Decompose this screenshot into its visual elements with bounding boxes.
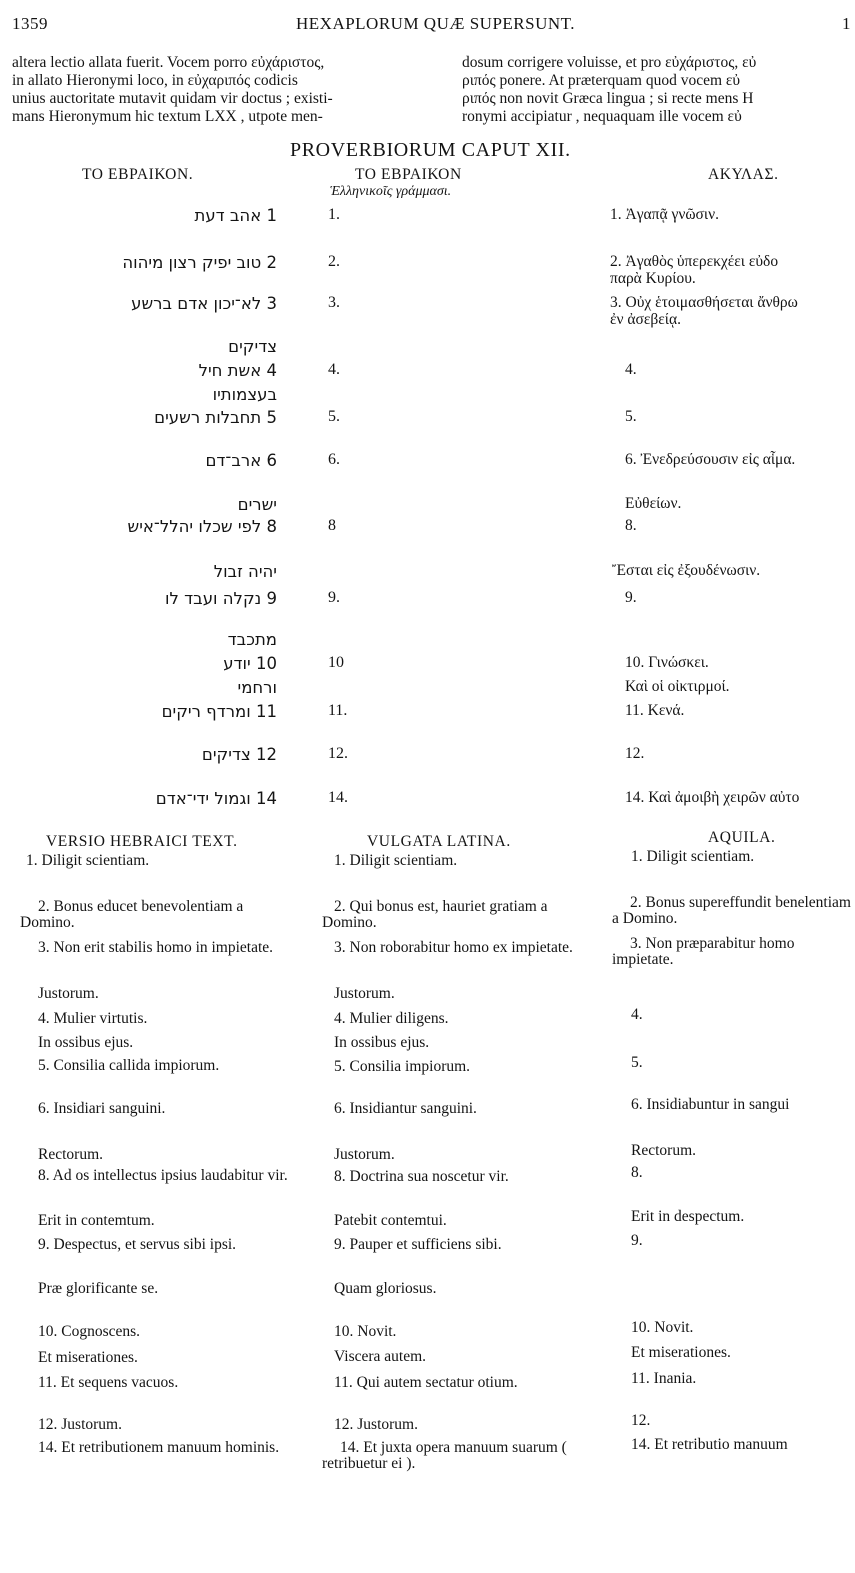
- intro-line: dosum corrigere voluisse, et pro εὐχάριστος, εὐ: [462, 54, 757, 71]
- versio-text: 4. Mulier virtutis.: [38, 1010, 148, 1027]
- aquila-latin-text: Rectorum.: [631, 1142, 696, 1159]
- greek-text: Ἔσται εἰς ἐξουδένωσιν.: [612, 562, 761, 579]
- verse-number: 1.: [328, 206, 340, 223]
- aquila-latin-text: 10. Novit.: [631, 1319, 694, 1336]
- versio-text: 3. Non erit stabilis homo in impietate.: [38, 939, 274, 956]
- vulgata-text: In ossibus ejus.: [334, 1034, 430, 1051]
- greek-text: 2. Ἀγαθὸς ὑπερεκχέει εὐδο: [610, 253, 779, 270]
- versio-text: 2. Bonus educet benevolentiam a Domino.: [20, 898, 244, 931]
- verse-number: 4.: [328, 361, 340, 378]
- intro-line: ronymi accipiatur , nequaquam ille vocem εὐ: [462, 108, 742, 125]
- greek-text-continued: ἐν ἀσεβείᾳ.: [610, 311, 681, 328]
- column-head-transliteration-sub: Ἑλληνικοῖς γράμμασι.: [330, 184, 452, 199]
- hebrew-marginal-word: צדיקים: [228, 337, 277, 356]
- column-head-transliteration: ΤΟ ΕΒΡΑΙΚΟΝ: [355, 166, 462, 183]
- verse-number: 6.: [328, 451, 340, 468]
- versio-text: 5. Consilia callida impiorum.: [38, 1057, 220, 1074]
- aquila-latin-text: 12.: [631, 1412, 651, 1429]
- versio-text: 10. Cognoscens.: [38, 1323, 141, 1340]
- hebrew-text: ורחמי: [237, 678, 277, 697]
- vulgata-text: 11. Qui autem sectatur otium.: [334, 1374, 518, 1391]
- vulgata-text: Justorum.: [334, 985, 395, 1002]
- column-head-versio: VERSIO HEBRAICI TEXT.: [46, 833, 238, 850]
- aquila-latin-text: 1. Diligit scientiam.: [631, 848, 755, 865]
- chapter-heading: PROVERBIORUM CAPUT XII.: [290, 139, 571, 161]
- greek-text: 9.: [625, 589, 637, 606]
- intro-line: in allato Hieronymi loco, in εὐχαριπός codicis: [12, 72, 298, 89]
- aquila-latin-text: 5.: [631, 1054, 643, 1071]
- versio-text: Justorum.: [38, 985, 99, 1002]
- verse-number: 11.: [328, 702, 348, 719]
- greek-text: 10. Γινώσκει.: [625, 654, 709, 671]
- verse-number: 14.: [328, 789, 348, 806]
- vulgata-text: 8. Doctrina sua noscetur vir.: [334, 1168, 509, 1185]
- hebrew-text: יהיה זבול: [213, 562, 277, 581]
- aquila-latin-text: Et miserationes.: [631, 1344, 731, 1361]
- vulgata-text: Justorum.: [334, 1146, 395, 1163]
- greek-text: 5.: [625, 408, 637, 425]
- greek-text-continued: παρὰ Κυρίου.: [610, 270, 696, 287]
- greek-text: 3. Οὐχ ἑτοιμασθήσεται ἄνθρω: [610, 294, 798, 311]
- hebrew-text: 14 וגמול ידי־אדם: [155, 789, 277, 808]
- versio-text: Præ glorificante se.: [38, 1280, 159, 1297]
- greek-text: 1. Ἀγαπᾷ γνῶσιν.: [610, 206, 719, 223]
- aquila-latin-text: 14. Et retributio manuum: [631, 1436, 788, 1453]
- intro-line: mans Hieronymum hic textum LXX , utpote men-: [12, 108, 323, 125]
- aquila-latin-text: 9.: [631, 1232, 643, 1249]
- column-head-vulgata: VULGATA LATINA.: [367, 833, 511, 850]
- hebrew-text: 8 לפי שכלו יהלל־איש: [127, 517, 277, 536]
- vulgata-text: Patebit contemtui.: [334, 1212, 447, 1229]
- vulgata-text: 2. Qui bonus est, hauriet gratiam a Domino.: [322, 898, 548, 931]
- intro-line: unius auctoritate mutavit quidam vir doctus ; existi-: [12, 90, 333, 107]
- hebrew-text: 6 ארב־דם: [205, 451, 277, 470]
- intro-left-column: [12, 54, 333, 126]
- hebrew-text: 5 תחבלות רשעים: [154, 408, 277, 427]
- verse-number: 8: [328, 517, 336, 534]
- greek-text: 14. Καὶ ἀμοιβὴ χειρῶν αὐτο: [625, 789, 800, 806]
- aquila-latin-text: 8.: [631, 1164, 643, 1181]
- aquila-latin-text: 11. Inania.: [631, 1370, 697, 1387]
- hebrew-text: 10 יודע: [223, 654, 277, 673]
- greek-text: 11. Κενά.: [625, 702, 685, 719]
- column-head-aquila-latin: AQUILA.: [708, 829, 776, 846]
- hebrew-text: 11 ומרדף ריקים: [161, 702, 277, 721]
- vulgata-text: Quam gloriosus.: [334, 1280, 437, 1297]
- column-head-hebrew: ΤΟ ΕΒΡΑΙΚΟΝ.: [82, 166, 194, 183]
- versio-text: 12. Justorum.: [38, 1416, 122, 1433]
- verse-number: 9.: [328, 589, 340, 606]
- versio-text: 6. Insidiari sanguini.: [38, 1100, 166, 1117]
- greek-text: 4.: [625, 361, 637, 378]
- greek-text: Εὐθείων.: [625, 495, 682, 512]
- aquila-latin-text: 4.: [631, 1006, 643, 1023]
- verse-number: 12.: [328, 745, 348, 762]
- versio-text: 1. Diligit scientiam.: [26, 852, 150, 869]
- hebrew-text: 1 אהב דעת: [194, 206, 277, 225]
- greek-text: 6. Ἐνεδρεύσουσιν εἰς αἷμα.: [625, 451, 796, 468]
- verse-number: 5.: [328, 408, 340, 425]
- vulgata-text: 6. Insidiantur sanguini.: [334, 1100, 477, 1117]
- versio-text: 14. Et retributionem manuum hominis.: [38, 1439, 280, 1456]
- vulgata-text: 1. Diligit scientiam.: [334, 852, 458, 869]
- verse-number: 10: [328, 654, 344, 671]
- intro-right-column: [462, 54, 855, 126]
- column-head-aquila-greek: ΑΚΥΛΑΣ.: [708, 166, 779, 183]
- vulgata-text: 14. Et juxta opera manuum suarum ( retribuetur ei ).: [322, 1439, 567, 1472]
- hebrew-text: 9 נקלה ועבד לו: [165, 589, 277, 608]
- hebrew-marginal-word: בעצמותיו: [212, 385, 277, 404]
- vulgata-text: 3. Non roborabitur homo ex impietate.: [334, 939, 573, 956]
- vulgata-text: 12. Justorum.: [334, 1416, 418, 1433]
- versio-text: Erit in contemtum.: [38, 1212, 155, 1229]
- greek-text: 8.: [625, 517, 637, 534]
- versio-text: Rectorum.: [38, 1146, 103, 1163]
- intro-line: ριπός non novit Græca lingua ; si recte mens H: [462, 90, 754, 107]
- vulgata-text: 4. Mulier diligens.: [334, 1010, 449, 1027]
- vulgata-text: Viscera autem.: [334, 1348, 427, 1365]
- aquila-latin-text: 3. Non præparabitur homo impietate.: [612, 936, 795, 968]
- vulgata-text: 5. Consilia impiorum.: [334, 1058, 471, 1075]
- aquila-latin-text: Erit in despectum.: [631, 1208, 745, 1225]
- greek-text: Καὶ οἱ οἰκτιρμοί.: [625, 678, 730, 695]
- hebrew-text: 3 לא־יכון אדם ברשע: [131, 294, 277, 313]
- versio-text: 9. Despectus, et servus sibi ipsi.: [38, 1236, 237, 1253]
- vulgata-text: 9. Pauper et sufficiens sibi.: [334, 1236, 502, 1253]
- hebrew-text: 2 טוב יפיק רצון מיהוה: [122, 253, 277, 272]
- aquila-latin-text: 2. Bonus supereffundit benelentiam a Domino.: [612, 895, 851, 927]
- hebrew-text: 4 אשת חיל: [198, 361, 277, 380]
- page-number-right: 1: [842, 14, 851, 33]
- aquila-latin-text: 6. Insidiabuntur in sangui: [631, 1096, 790, 1113]
- greek-text: 12.: [625, 745, 645, 762]
- page-number: 1359: [12, 14, 48, 33]
- hebrew-text: 12 צדיקים: [201, 745, 277, 764]
- versio-text: In ossibus ejus.: [38, 1034, 134, 1051]
- intro-line: altera lectio allata fuerit. Vocem porro εὐχάριστος,: [12, 54, 325, 71]
- versio-text: Et miserationes.: [38, 1349, 138, 1366]
- running-title: HEXAPLORUM QUÆ SUPERSUNT.: [296, 14, 576, 33]
- hebrew-text: ישרים: [237, 495, 277, 514]
- vulgata-text: 10. Novit.: [334, 1323, 397, 1340]
- verse-number: 2.: [328, 253, 340, 270]
- verse-number: 3.: [328, 294, 340, 311]
- versio-text: 8. Ad os intellectus ipsius laudabitur vir.: [38, 1167, 288, 1184]
- versio-text: 11. Et sequens vacuos.: [38, 1374, 179, 1391]
- hebrew-marginal-word: מתכבד: [227, 630, 277, 649]
- intro-line: ριπός ponere. At præterquam quod vocem εὐ: [462, 72, 741, 89]
